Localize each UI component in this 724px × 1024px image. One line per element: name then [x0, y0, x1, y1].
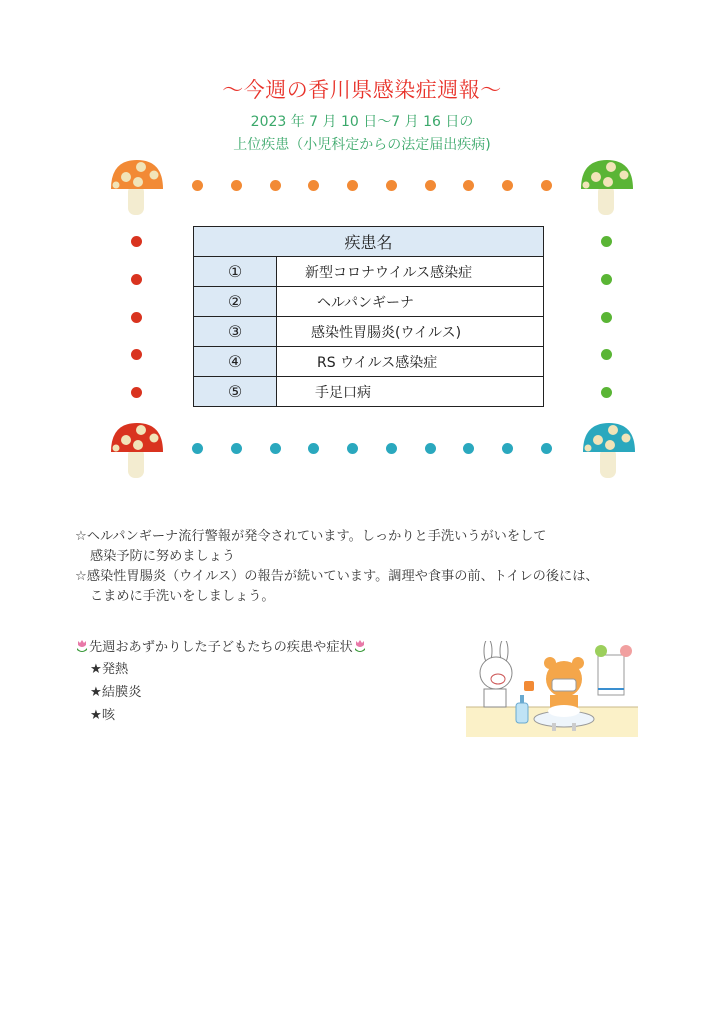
teal-mushroom-icon [580, 418, 638, 480]
date-range: 2023 年 7 月 10 日〜7 月 16 日の [250, 114, 474, 130]
orange-mushroom-icon [108, 155, 166, 217]
disease-name-cell: 新型コロナウイルス感染症 [277, 257, 544, 287]
tulip-icon [75, 639, 89, 653]
rank-cell: ④ [194, 347, 277, 377]
symptoms-section [75, 638, 367, 727]
page-title: 〜今週の香川県感染症週報〜 [222, 78, 502, 102]
disease-name-cell: 手足口病 [277, 377, 544, 407]
table-row [194, 377, 544, 407]
disease-name-cell: 感染性胃腸炎(ウイルス) [277, 317, 544, 347]
tulip-icon [353, 639, 367, 653]
subtitle: 上位疾患（小児科定からの法定届出疾病) [233, 137, 491, 153]
notice-herpangina: ☆ヘルパンギーナ流行警報が発令されています。しっかりと手洗いうがいをして 感染予防に努めましょう ☆感染性胃腸炎（ウイルス）の報告が続いています。調理や食事の前、トイレの後には、 こまめに手洗いをしましょう。 [75, 529, 599, 604]
symptom-item: ★咳 [90, 708, 116, 723]
disease-name-cell: RS ウイルス感染症 [277, 347, 544, 377]
symptom-item: ★結膜炎 [90, 685, 142, 700]
disease-name-cell: ヘルパンギーナ [277, 287, 544, 317]
rank-cell: ② [194, 287, 277, 317]
table-header: 疾患名 [194, 227, 544, 257]
table-row [194, 347, 544, 377]
rank-cell: ③ [194, 317, 277, 347]
handwashing-animals-illustration-icon [466, 641, 638, 737]
disease-ranking-table [193, 226, 544, 407]
symptom-item: ★発熱 [90, 662, 129, 677]
rank-cell: ⑤ [194, 377, 277, 407]
red-mushroom-icon [108, 418, 166, 480]
table-row [194, 257, 544, 287]
symptoms-heading: 先週おあずかりした子どもたちの疾患や症状 [75, 638, 367, 658]
green-mushroom-icon [578, 155, 636, 217]
rank-cell: ① [194, 257, 277, 287]
table-row [194, 317, 544, 347]
table-row [194, 287, 544, 317]
